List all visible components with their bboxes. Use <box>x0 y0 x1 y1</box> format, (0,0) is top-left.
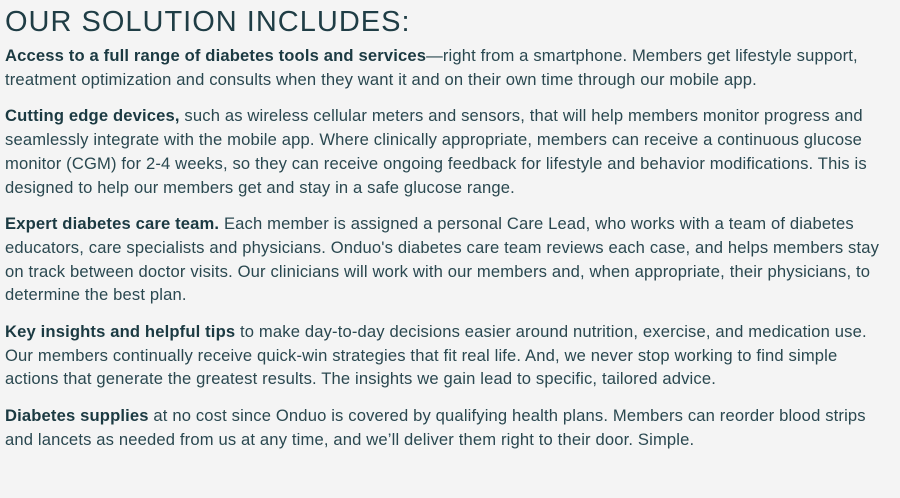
paragraph-body: such as wireless cellular meters and sensors, that will help members monitor progress and seamlessly integrate with the mobile app. Where clinically appropriate, members can receive a continuous glucose monitor (CGM) for 2-4 weeks, so they can receive ongoing feedback for lifestyle and behavior modifications. This is designed to help our members get and stay in a safe glucose range. <box>5 106 867 197</box>
paragraph-body: Each member is assigned a personal Care Lead, who works with a team of diabetes educators, care specialists and physicians. Onduo's diabetes care team reviews each case, and helps members stay on track between doctor visits. Our clinicians will work with our members and, when appropriate, their physicians, to determine the best plan. <box>5 214 880 305</box>
paragraph-body: —right from a smartphone. Members get lifestyle support, treatment optimization and consults when they want it and on their own time through our mobile app. <box>5 46 858 89</box>
paragraph-devices <box>5 104 895 199</box>
paragraph-care-team <box>5 212 895 307</box>
paragraph-lead: Expert diabetes care team. <box>5 214 220 234</box>
paragraph-body: to make day-to-day decisions easier around nutrition, exercise, and medication use. Our members continually receive quick-win strategies that fit real life. And, we never stop working to find simple actions that generate the greatest results. The insights we gain lead to specific, tailored advice. <box>5 322 867 389</box>
paragraph-body: at no cost since Onduo is covered by qualifying health plans. Members can reorder blood strips and lancets as needed from us at any time, and we’ll deliver them right to their door. Simple. <box>5 406 866 449</box>
paragraph-lead: Diabetes supplies <box>5 406 149 426</box>
paragraph-supplies <box>5 404 895 451</box>
paragraph-lead: Key insights and helpful tips <box>5 322 236 342</box>
paragraph-lead: Access to a full range of diabetes tools and services <box>5 46 427 65</box>
section-heading: OUR SOLUTION INCLUDES: <box>5 6 411 38</box>
paragraph-lead: Cutting edge devices, <box>5 106 180 126</box>
paragraph-insights <box>5 320 895 391</box>
paragraph-tools-services <box>5 44 895 91</box>
